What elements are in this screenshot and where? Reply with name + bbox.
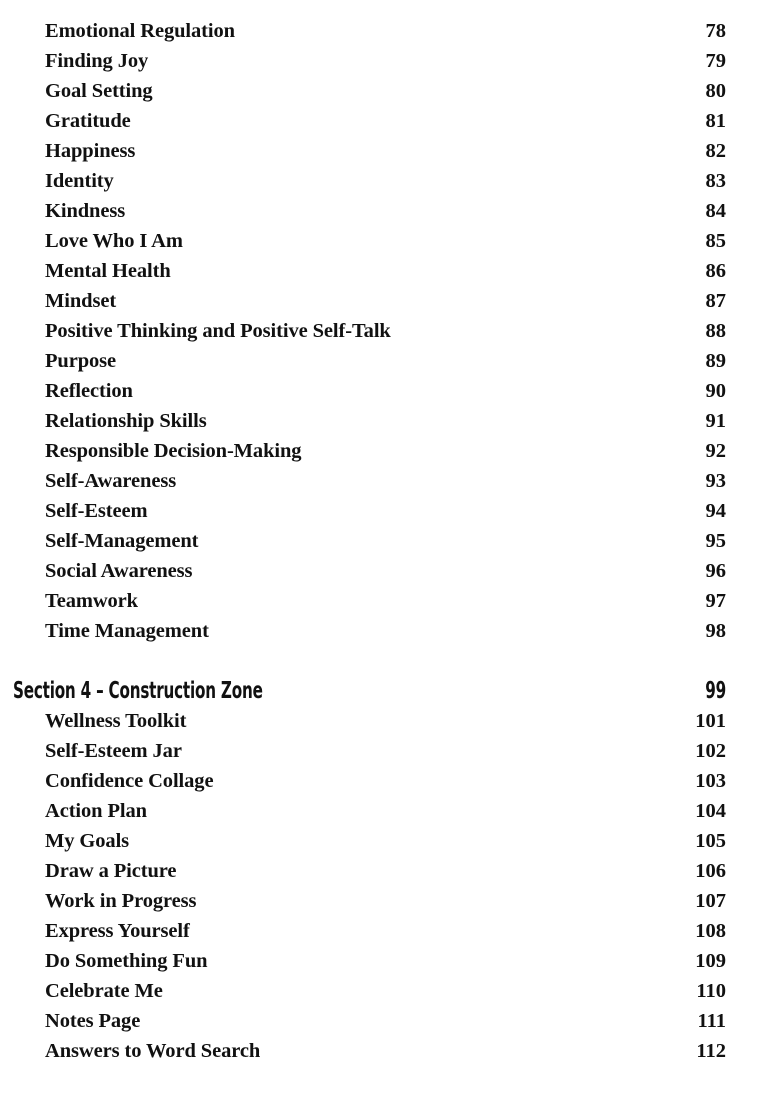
toc-entry-page-number: 81 xyxy=(705,110,726,132)
toc-entry-row[interactable] xyxy=(0,106,764,136)
toc-entry-title: Express Yourself xyxy=(45,920,190,942)
toc-entry-row[interactable] xyxy=(0,436,764,466)
toc-entry-page-number: 83 xyxy=(705,170,726,192)
toc-entry-title: Self-Awareness xyxy=(45,470,177,492)
toc-group-continued-entries xyxy=(0,16,764,646)
toc-entry-title: Goal Setting xyxy=(45,80,153,102)
toc-entry-title: My Goals xyxy=(45,830,130,852)
toc-entry-title: Identity xyxy=(45,170,114,192)
toc-entry-title: Emotional Regulation xyxy=(45,20,235,42)
toc-entry-page-number: 101 xyxy=(695,710,726,732)
toc-entry-title: Draw a Picture xyxy=(45,860,177,882)
toc-entry-page-number: 92 xyxy=(705,440,726,462)
toc-section-heading-page-number: 99 xyxy=(705,678,726,704)
toc-entry-title: Self-Management xyxy=(45,530,199,552)
toc-entry-page-number: 102 xyxy=(695,740,726,762)
toc-entry-row[interactable] xyxy=(0,466,764,496)
toc-entry-title: Celebrate Me xyxy=(45,980,163,1002)
toc-entry-title: Purpose xyxy=(45,350,117,372)
toc-entry-page-number: 108 xyxy=(695,920,726,942)
toc-entry-title: Answers to Word Search xyxy=(45,1040,261,1062)
toc-entry-page-number: 78 xyxy=(705,20,726,42)
toc-entry-title: Action Plan xyxy=(45,800,147,822)
toc-entry-page-number: 80 xyxy=(705,80,726,102)
toc-entry-row[interactable] xyxy=(0,346,764,376)
toc-entry-page-number: 82 xyxy=(705,140,726,162)
toc-entry-page-number: 105 xyxy=(695,830,726,852)
toc-entry-page-number: 103 xyxy=(695,770,726,792)
toc-entry-page-number: 104 xyxy=(695,800,726,822)
toc-entry-row[interactable] xyxy=(0,976,764,1006)
toc-entry-title: Social Awareness xyxy=(45,560,193,582)
toc-section-spacer xyxy=(0,646,764,676)
toc-entry-row[interactable] xyxy=(0,526,764,556)
toc-entry-title: Self-Esteem xyxy=(45,500,148,522)
toc-entry-page-number: 95 xyxy=(705,530,726,552)
toc-entry-page-number: 85 xyxy=(705,230,726,252)
toc-entry-title: Gratitude xyxy=(45,110,131,132)
toc-entry-page-number: 97 xyxy=(705,590,726,612)
toc-entry-page-number: 90 xyxy=(705,380,726,402)
toc-entry-title: Relationship Skills xyxy=(45,410,207,432)
toc-entry-page-number: 93 xyxy=(705,470,726,492)
toc-entry-title: Responsible Decision-Making xyxy=(45,440,302,462)
toc-entry-row[interactable] xyxy=(0,1036,764,1066)
toc-entry-row[interactable] xyxy=(0,916,764,946)
toc-entry-row[interactable] xyxy=(0,616,764,646)
toc-entry-page-number: 79 xyxy=(705,50,726,72)
toc-entry-title: Time Management xyxy=(45,620,209,642)
toc-entry-page-number: 84 xyxy=(705,200,726,222)
toc-entry-title: Finding Joy xyxy=(45,50,149,72)
toc-entry-row[interactable] xyxy=(0,556,764,586)
toc-entry-row[interactable] xyxy=(0,196,764,226)
toc-entry-title: Notes Page xyxy=(45,1010,141,1032)
toc-entry-row[interactable] xyxy=(0,946,764,976)
toc-entry-title: Love Who I Am xyxy=(45,230,183,252)
toc-section-heading-title: Section 4 – Construction Zone xyxy=(13,678,263,704)
toc-entry-row[interactable] xyxy=(0,1006,764,1036)
toc-entry-title: Confidence Collage xyxy=(45,770,214,792)
toc-entry-row[interactable] xyxy=(0,76,764,106)
toc-entry-page-number: 96 xyxy=(705,560,726,582)
toc-entry-page-number: 107 xyxy=(695,890,726,912)
toc-entry-title: Happiness xyxy=(45,140,136,162)
toc-entry-row[interactable] xyxy=(0,856,764,886)
toc-entry-title: Reflection xyxy=(45,380,133,402)
toc-entry-row[interactable] xyxy=(0,406,764,436)
toc-entry-row[interactable] xyxy=(0,46,764,76)
toc-entry-page-number: 94 xyxy=(705,500,726,522)
toc-entry-row[interactable] xyxy=(0,766,764,796)
toc-entry-row[interactable] xyxy=(0,736,764,766)
toc-entry-page-number: 86 xyxy=(705,260,726,282)
toc-entry-title: Teamwork xyxy=(45,590,138,612)
toc-entry-row[interactable] xyxy=(0,376,764,406)
toc-entry-title: Wellness Toolkit xyxy=(45,710,187,732)
toc-entry-row[interactable] xyxy=(0,496,764,526)
toc-entry-page-number: 88 xyxy=(705,320,726,342)
toc-entry-page-number: 112 xyxy=(696,1040,726,1062)
toc-entry-page-number: 91 xyxy=(705,410,726,432)
toc-entry-title: Do Something Fun xyxy=(45,950,208,972)
toc-group-section4-entries xyxy=(0,706,764,1066)
toc-entry-row[interactable] xyxy=(0,166,764,196)
toc-entry-page-number: 110 xyxy=(696,980,726,1002)
toc-entry-page-number: 98 xyxy=(705,620,726,642)
toc-entry-page-number: 109 xyxy=(695,950,726,972)
toc-entry-row[interactable] xyxy=(0,586,764,616)
toc-entry-row[interactable] xyxy=(0,16,764,46)
toc-entry-page-number: 87 xyxy=(705,290,726,312)
toc-entry-row[interactable] xyxy=(0,316,764,346)
toc-entry-row[interactable] xyxy=(0,886,764,916)
toc-entry-page-number: 106 xyxy=(695,860,726,882)
toc-entry-row[interactable] xyxy=(0,226,764,256)
toc-entry-row[interactable] xyxy=(0,136,764,166)
toc-entry-row[interactable] xyxy=(0,256,764,286)
toc-entry-title: Positive Thinking and Positive Self-Talk xyxy=(45,320,391,342)
toc-entry-title: Mindset xyxy=(45,290,117,312)
toc-entry-title: Kindness xyxy=(45,200,126,222)
toc-entry-row[interactable] xyxy=(0,796,764,826)
toc-entry-row[interactable] xyxy=(0,706,764,736)
toc-entry-row[interactable] xyxy=(0,286,764,316)
toc-entry-page-number: 111 xyxy=(697,1010,726,1032)
toc-entry-row[interactable] xyxy=(0,826,764,856)
toc-entry-title: Mental Health xyxy=(45,260,171,282)
toc-section-heading-row[interactable] xyxy=(0,676,764,706)
toc-entry-page-number: 89 xyxy=(705,350,726,372)
toc-entry-title: Work in Progress xyxy=(45,890,197,912)
toc-entry-title: Self-Esteem Jar xyxy=(45,740,182,762)
